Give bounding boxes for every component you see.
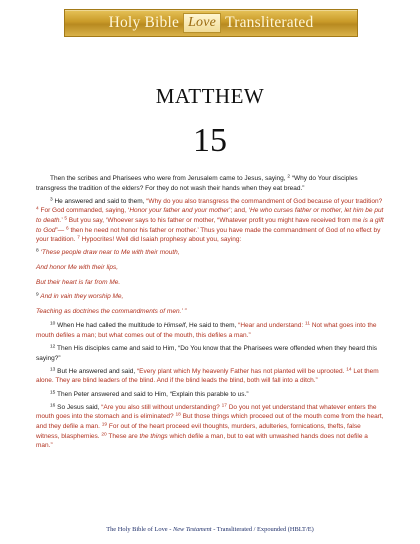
poetry-line: $^8$ ‘These people draw near to Me with their mouth, — [36, 248, 180, 257]
poetry-line: $^9$ And in vain they worship Me, — [36, 292, 124, 301]
paragraph: $^{13}$ But He answered and said, “Every plant which My heavenly Father has not planted will be uprooted. $^{14}$ Let them alone. They are blind leaders of the blind. And if the blind leads the blind, both will fall into a ditch.” — [36, 367, 379, 385]
poetry-line: But their heart is far from Me. — [36, 278, 121, 286]
paragraph: $^3$ He answered and said to them, “Why do you also transgress the commandment of God because of your tradition? $^4$ For God commanded, saying, ‘Honor your father and your mother’; and, ‘He who curses father or mother, let him be put to death.’ $^5$ But you say, ‘Whoever says to his father or mother, “Whatever profit you might have received from me is a gift to God”— $^6$ then he need not honor his father or mother.’ Thus you have made the commandment of God of no effect by your tradition. $^7$ Hypocrites! Well did Isaiah prophesy about you, saying: — [36, 197, 384, 244]
book-title: MATTHEW — [155, 84, 265, 108]
poetry-line: And honor Me with their lips, — [36, 263, 119, 271]
header-banner — [64, 9, 358, 37]
banner-title-left: Holy Bible — [108, 14, 180, 31]
chapter-number: 15 — [193, 122, 227, 159]
page-footer: The Holy Bible of Love - New Testament - Transliterated / Expounded (HBLT/E) — [106, 526, 314, 533]
paragraph: $^{10}$ When He had called the multitude to Himself, He said to them, “Hear and understand: $^{11}$ Not what goes into the mouth defiles a man; but what comes out of the mouth, this defiles a man.” — [36, 321, 377, 339]
paragraph: $^{16}$ So Jesus said, “Are you also still without understanding? $^{17}$ Do you not yet understand that whatever enters the mouth goes into the stomach and is eliminated? $^{18}$ But those things which proceed out of the mouth come from the heart, and they defile a man. $^{19}$ For out of the heart proceed evil thoughts, murders, adulteries, fornications, thefts, false witness, blasphemies. $^{20}$ These are the things which defile a man, but to eat with unwashed hands does not defile a man.” — [36, 403, 384, 450]
banner-title-right: Transliterated — [225, 14, 314, 31]
poetry-line: Teaching as doctrines the commandments of men.’ ” — [36, 307, 187, 315]
chapter-text — [36, 174, 384, 454]
paragraph: $^{12}$ Then His disciples came and said to Him, “Do You know that the Pharisees were offended when they heard this saying?” — [36, 344, 378, 362]
banner-love-word: Love — [183, 13, 221, 33]
paragraph: Then the scribes and Pharisees who were from Jerusalem came to Jesus, saying, $^2$ “Why do Your disciples transgress the tradition of the elders? For they do not wash their hands when they eat bread.” — [36, 174, 358, 192]
paragraph: $^{15}$ Then Peter answered and said to Him, “Explain this parable to us.” — [50, 390, 249, 398]
